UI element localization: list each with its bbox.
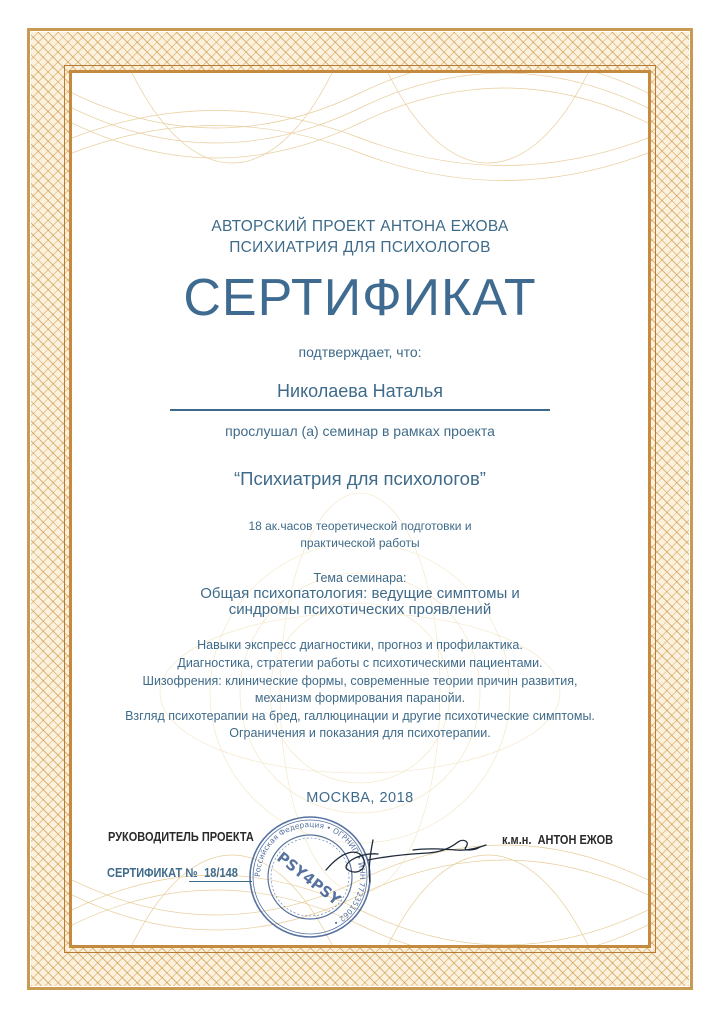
skills-line: Ограничения и показания для психотерапии. — [229, 726, 491, 740]
stamp-ring-text: Российская Федерация • ОГРНИП • ИНН 772351062 • — [252, 819, 368, 928]
skills-line: Навыки экспресс диагностики, прогноз и профилактика. — [197, 638, 523, 652]
cert-number-label — [107, 866, 198, 880]
topic-line-1: Общая психопатология: ведущие симптомы и — [200, 585, 520, 602]
head-name: АНТОН ЕЖОВ — [537, 833, 614, 847]
stamp-center-text: PSY4PSY — [273, 848, 345, 909]
project-line-1: АВТОРСКИЙ ПРОЕКТ АНТОНА ЕЖОВА — [211, 218, 509, 235]
head-title: к.м.н. — [502, 833, 532, 847]
skills-line: механизм формирования паранойи. — [254, 691, 466, 705]
head-signature-block — [502, 833, 613, 847]
recipient-name: Николаева Наталья — [277, 381, 443, 401]
name-underline — [170, 409, 550, 411]
certificate-title: СЕРТИФИКАТ — [183, 269, 537, 327]
city-year: МОСКВА, 2018 — [306, 790, 414, 806]
skills-line: Шизофрения: клинические формы, современные теории причин развития, — [142, 674, 578, 688]
course-name: “Психиатрия для психологов” — [234, 468, 486, 489]
hours-line-1: 18 ак.часов теоретической подготовки и — [248, 519, 472, 533]
skills-line: Диагностика, стратегии работы с психотическими пациентами. — [177, 656, 543, 670]
attended-text: прослушал (а) семинар в рамках проекта — [225, 423, 495, 439]
skills-line: Взгляд психотерапии на бред, галлюцинации и другие психотические симптомы. — [125, 709, 595, 723]
confirms-text: подтверждает, что: — [298, 344, 422, 360]
head-label: РУКОВОДИТЕЛЬ ПРОЕКТА — [108, 830, 254, 844]
topic-line-2: синдромы психотических проявлений — [228, 601, 492, 618]
topic-label: Тема семинара: — [313, 571, 407, 585]
signature — [318, 820, 493, 890]
cert-number-underline — [189, 881, 252, 882]
project-line-2: ПСИХИАТРИЯ ДЛЯ ПСИХОЛОГОВ — [229, 239, 491, 256]
hours-line-2: практической работы — [300, 536, 420, 550]
cert-number-label-text: СЕРТИФИКАТ № — [107, 866, 198, 880]
cert-number-value: 18/148 — [204, 866, 238, 880]
